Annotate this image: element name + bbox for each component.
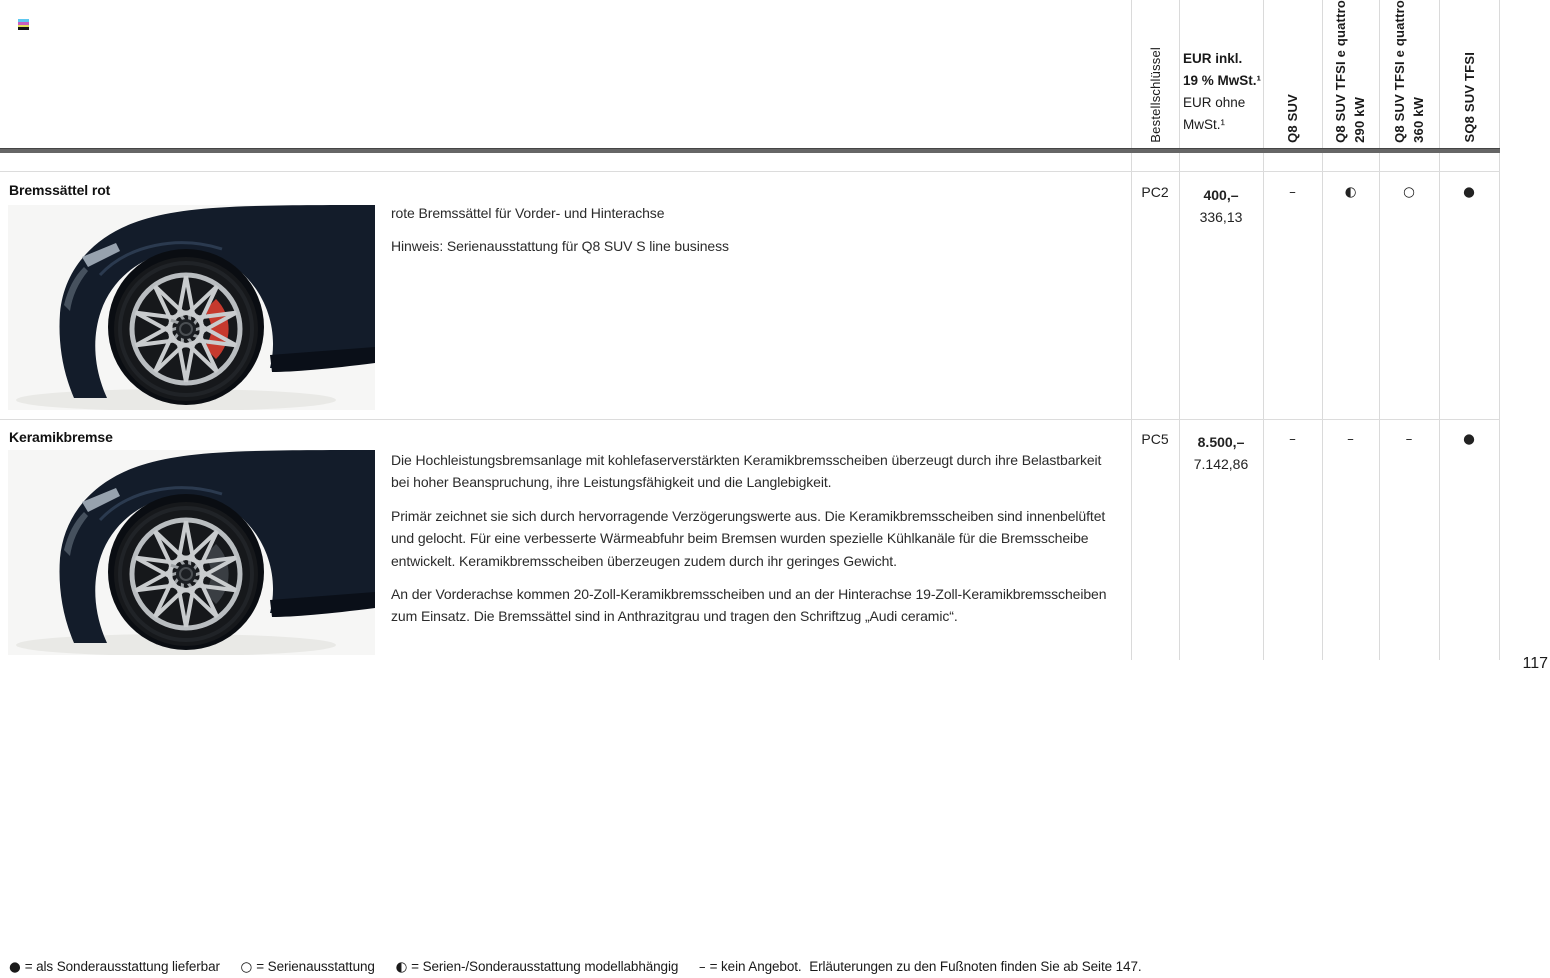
price-header-line: EUR inkl. bbox=[1183, 51, 1243, 66]
description-paragraph: Hinweis: Serienausstattung für Q8 SUV S line business bbox=[391, 238, 729, 255]
dash-icon: – bbox=[698, 959, 706, 975]
model-header-line: SQ8 SUV TFSI bbox=[1462, 52, 1477, 143]
availability-sq8: ● bbox=[1463, 184, 1475, 200]
availability-q8-suv: – bbox=[1289, 431, 1296, 447]
option-description bbox=[391, 449, 1116, 639]
description-paragraph: Die Hochleistungsbremsanlage mit kohlefaserverstärkten Keramikbremsscheiben überzeugt durch ihre Belastbarkeit bei hoher Beanspruchung, ihre Leistungsfähigkeit und die Langlebigkeit. bbox=[391, 452, 1102, 491]
price-header-line: 19 % MwSt.¹ bbox=[1183, 73, 1262, 88]
order-code: PC5 bbox=[1141, 431, 1169, 447]
legend-text: = kein Angebot. bbox=[709, 959, 802, 974]
legend-text: = Serienausstattung bbox=[256, 959, 375, 974]
option-row-bremssaettel-rot bbox=[0, 172, 1550, 419]
option-row-keramikbremse bbox=[0, 419, 1550, 660]
page-number: 117 bbox=[1522, 655, 1548, 672]
legend-item bbox=[395, 959, 681, 974]
reg-stripe-black bbox=[18, 27, 29, 30]
option-title: Keramikbremse bbox=[9, 429, 113, 445]
order-code: PC2 bbox=[1141, 184, 1169, 200]
price-excl-vat: 336,13 bbox=[1199, 209, 1243, 225]
model-header-line: Q8 SUV TFSI e quattro bbox=[1392, 0, 1407, 143]
column-header-price bbox=[1183, 48, 1261, 136]
model-header-line: Q8 SUV bbox=[1285, 94, 1300, 143]
legend-item bbox=[9, 959, 224, 974]
availability-q8-tfsi-290: ◐ bbox=[1344, 184, 1357, 200]
price-incl-vat: 8.500,– bbox=[1197, 434, 1245, 450]
description-paragraph: Primär zeichnet sie sich durch hervorragende Verzögerungswerte aus. Die Keramikbremsscheiben sind innenbelüftet und gelocht. Für eine verbesserte Wärmeabfuhr beim Bremsen wurden spezielle Kühlkanäle für die Bremsscheibe entwickelt. Keramikbremsscheiben überzeugen zudem durch ihr geringes Gewicht. bbox=[391, 507, 1106, 569]
option-description bbox=[391, 202, 1116, 269]
availability-q8-suv: – bbox=[1289, 184, 1296, 200]
price-header-line: MwSt.¹ bbox=[1183, 117, 1225, 132]
column-header-model-sq8 bbox=[1460, 52, 1479, 143]
availability-sq8: ● bbox=[1463, 431, 1475, 447]
column-header-model-q8-tfsi-360 bbox=[1390, 0, 1428, 143]
footnote-reference: Erläuterungen zu den Fußnoten finden Sie ab Seite 147. bbox=[809, 959, 1142, 974]
option-photo-red-calipers bbox=[8, 205, 375, 410]
model-header-line: 290 kW bbox=[1352, 96, 1367, 143]
price-header-line: EUR ohne bbox=[1183, 95, 1246, 110]
open-circle-icon: ○ bbox=[240, 959, 253, 975]
price-incl-vat: 400,– bbox=[1203, 187, 1239, 203]
legend-text: = Serien-/Sonderausstattung modellabhängig bbox=[411, 959, 679, 974]
description-paragraph: An der Vorderachse kommen 20-Zoll-Keramikbremsscheiben und an der Hinterachse 19-Zoll-Keramikbremsscheiben zum Einsatz. Die Bremssättel sind in Anthrazitgrau und tragen den Schriftzug „Audi ceramic“. bbox=[391, 586, 1107, 625]
column-header-order-code: Bestellschlüssel bbox=[1148, 47, 1163, 143]
availability-q8-tfsi-290: – bbox=[1347, 431, 1354, 447]
symbol-legend bbox=[9, 959, 1409, 975]
price-cell bbox=[1179, 184, 1263, 228]
print-registration-mark-icon bbox=[18, 19, 29, 30]
model-header-line: Q8 SUV TFSI e quattro bbox=[1333, 0, 1348, 143]
price-cell bbox=[1179, 431, 1263, 475]
column-header-model-q8-suv bbox=[1283, 94, 1302, 143]
filled-circle-icon: ● bbox=[9, 959, 21, 975]
legend-item bbox=[241, 959, 379, 974]
option-photo-ceramic-brakes bbox=[8, 450, 375, 655]
description-paragraph: rote Bremssättel für Vorder- und Hinterachse bbox=[391, 205, 665, 221]
availability-q8-tfsi-360: ○ bbox=[1403, 184, 1415, 200]
option-title: Bremssättel rot bbox=[9, 182, 111, 198]
column-header-model-q8-tfsi-290 bbox=[1331, 0, 1369, 143]
legend-item bbox=[699, 959, 805, 974]
half-circle-icon: ◐ bbox=[395, 959, 408, 975]
model-header-line: 360 kW bbox=[1411, 96, 1426, 143]
availability-q8-tfsi-360: – bbox=[1405, 431, 1413, 447]
price-excl-vat: 7.142,86 bbox=[1193, 456, 1249, 472]
header-separator-bar bbox=[0, 148, 1500, 153]
legend-text: = als Sonderausstattung lieferbar bbox=[24, 959, 220, 974]
